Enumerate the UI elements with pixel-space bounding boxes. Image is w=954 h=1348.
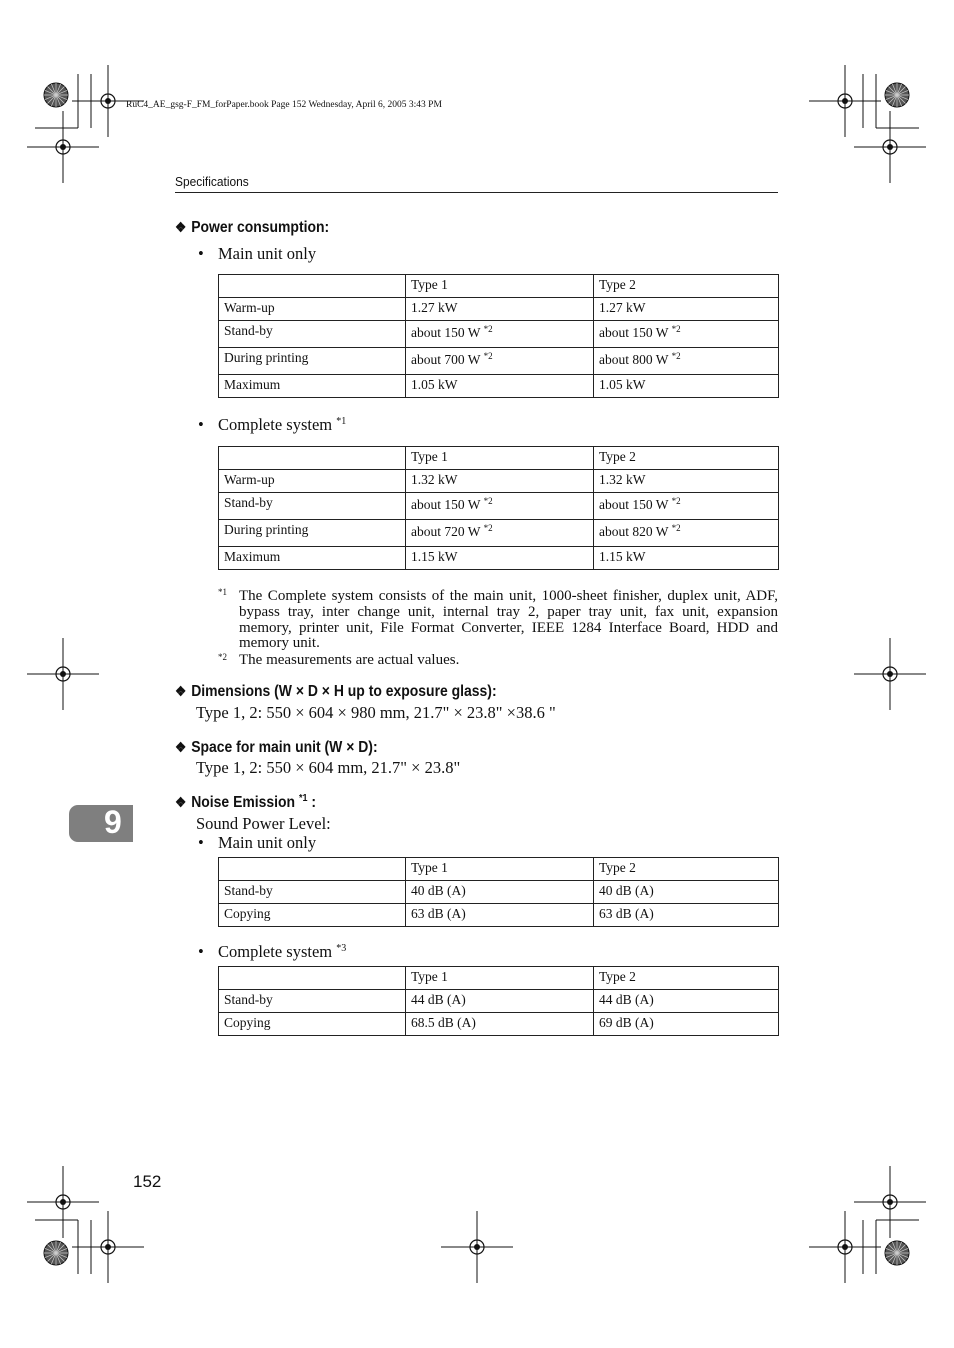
bullet-icon: • bbox=[198, 244, 204, 263]
table-cell bbox=[594, 321, 779, 348]
cell-value: about 150 W bbox=[411, 497, 481, 512]
table-row bbox=[219, 1013, 779, 1036]
table-row bbox=[219, 470, 779, 493]
table-cell: Type 2 bbox=[594, 967, 779, 990]
footnote-ref: *3 bbox=[336, 943, 347, 954]
table-cell: Stand-by bbox=[219, 990, 406, 1013]
table-cell: 1.32 kW bbox=[406, 470, 594, 493]
table-cell: Type 1 bbox=[406, 967, 594, 990]
table-cell: Type 1 bbox=[406, 275, 594, 298]
table-cell: Type 2 bbox=[594, 275, 779, 298]
table-cell: 1.27 kW bbox=[594, 298, 779, 321]
footnote-ref: *2 bbox=[483, 496, 493, 506]
table-cell bbox=[219, 858, 406, 881]
table-cell bbox=[406, 520, 594, 547]
table-cell bbox=[594, 520, 779, 547]
table-row bbox=[219, 298, 779, 321]
heading-text: Power consumption: bbox=[191, 219, 330, 236]
table-cell: 1.05 kW bbox=[406, 375, 594, 398]
bullet-icon: • bbox=[198, 415, 204, 434]
table-cell: During printing bbox=[219, 348, 406, 375]
noise-complete-system-bullet bbox=[198, 942, 346, 962]
table-cell bbox=[219, 447, 406, 470]
table-cell bbox=[594, 493, 779, 520]
footnote-ref: *2 bbox=[483, 351, 493, 361]
heading-colon: : bbox=[307, 794, 317, 811]
footnote-2-mark: *2 bbox=[218, 652, 227, 662]
bullet-text: Main unit only bbox=[218, 833, 317, 852]
table-cell bbox=[406, 348, 594, 375]
table-cell: Maximum bbox=[219, 547, 406, 570]
table-header-row bbox=[219, 967, 779, 990]
table-cell: 63 dB (A) bbox=[594, 904, 779, 927]
chapter-number: 9 bbox=[104, 804, 122, 840]
sound-power-level-label: Sound Power Level: bbox=[196, 814, 331, 833]
power-main-unit-bullet bbox=[198, 244, 316, 264]
table-cell: Stand-by bbox=[219, 321, 406, 348]
footnote-1-text: The Complete system consists of the main unit, 1000-sheet finisher, duplex unit, ADF, bypass tray, inter change unit, internal tray 2, paper tray unit, fax unit, expansion memory, printer unit, File Format Converter, IEEE 1284 Interface Board, HDD and memory unit. bbox=[239, 588, 778, 652]
page-number: 152 bbox=[133, 1172, 162, 1191]
table-cell: Maximum bbox=[219, 375, 406, 398]
footnote-ref: *2 bbox=[671, 523, 681, 533]
table-cell: Warm-up bbox=[219, 470, 406, 493]
footnote-2-text: The measurements are actual values. bbox=[239, 652, 460, 668]
diamond-bullet-icon: ❖ bbox=[175, 683, 187, 699]
book-file-info: RuC4_AE_gsg-F_FM_forPaper.book Page 152 Wednesday, April 6, 2005 3:43 PM bbox=[126, 100, 442, 110]
heading-text: Dimensions (W × D × H up to exposure glass): bbox=[191, 683, 497, 700]
power-complete-system-bullet bbox=[198, 415, 346, 435]
table-cell: 44 dB (A) bbox=[594, 990, 779, 1013]
header-rule bbox=[175, 192, 778, 193]
table-cell: Type 2 bbox=[594, 447, 779, 470]
table-row bbox=[219, 881, 779, 904]
table-cell bbox=[219, 967, 406, 990]
bullet-icon: • bbox=[198, 833, 204, 852]
heading-text: Space for main unit (W × D): bbox=[191, 739, 378, 756]
table-cell bbox=[406, 321, 594, 348]
cell-value: about 700 W bbox=[411, 352, 481, 367]
table-header-row bbox=[219, 858, 779, 881]
table-cell: 40 dB (A) bbox=[406, 881, 594, 904]
heading-text: Noise Emission bbox=[191, 794, 296, 811]
noise-emission-heading bbox=[175, 794, 316, 812]
table-header-row bbox=[219, 275, 779, 298]
space-value: Type 1, 2: 550 × 604 mm, 21.7" × 23.8" bbox=[196, 758, 461, 777]
table-cell: Type 2 bbox=[594, 858, 779, 881]
table-cell: 40 dB (A) bbox=[594, 881, 779, 904]
footnote-ref: *2 bbox=[671, 324, 681, 334]
noise-main-unit-bullet bbox=[198, 833, 316, 853]
diamond-bullet-icon: ❖ bbox=[175, 219, 187, 235]
table-cell: 69 dB (A) bbox=[594, 1013, 779, 1036]
table-cell: 1.32 kW bbox=[594, 470, 779, 493]
table-cell: 44 dB (A) bbox=[406, 990, 594, 1013]
table-cell: Type 1 bbox=[406, 447, 594, 470]
bullet-text: Complete system bbox=[218, 942, 333, 961]
table-row bbox=[219, 547, 779, 570]
table-cell: During printing bbox=[219, 520, 406, 547]
space-heading bbox=[175, 739, 378, 757]
cell-value: about 720 W bbox=[411, 524, 481, 539]
power-consumption-heading bbox=[175, 219, 329, 237]
table-cell: Copying bbox=[219, 904, 406, 927]
table-cell: Warm-up bbox=[219, 298, 406, 321]
table-cell: Copying bbox=[219, 1013, 406, 1036]
table-cell: Stand-by bbox=[219, 493, 406, 520]
bullet-text: Complete system bbox=[218, 415, 333, 434]
power-complete-system-table bbox=[218, 446, 779, 570]
cell-value: about 820 W bbox=[599, 524, 669, 539]
noise-main-unit-table bbox=[218, 857, 779, 927]
table-cell: 1.27 kW bbox=[406, 298, 594, 321]
footnote-ref: *1 bbox=[298, 793, 308, 804]
table-row bbox=[219, 321, 779, 348]
table-row bbox=[219, 493, 779, 520]
diamond-bullet-icon: ❖ bbox=[175, 739, 187, 755]
chapter-tab bbox=[69, 805, 133, 842]
dimensions-value: Type 1, 2: 550 × 604 × 980 mm, 21.7" × 23.8" ×38.6 " bbox=[196, 703, 556, 722]
cell-value: about 150 W bbox=[411, 325, 481, 340]
table-cell: 1.15 kW bbox=[594, 547, 779, 570]
table-row bbox=[219, 520, 779, 547]
table-cell bbox=[594, 348, 779, 375]
noise-complete-system-table bbox=[218, 966, 779, 1036]
table-cell: Stand-by bbox=[219, 881, 406, 904]
diamond-bullet-icon: ❖ bbox=[175, 794, 187, 810]
table-cell: 1.05 kW bbox=[594, 375, 779, 398]
table-cell: Type 1 bbox=[406, 858, 594, 881]
running-head: Specifications bbox=[175, 174, 249, 189]
footnote-ref: *2 bbox=[483, 324, 493, 334]
table-row bbox=[219, 904, 779, 927]
table-cell bbox=[219, 275, 406, 298]
footnote-ref: *2 bbox=[483, 523, 493, 533]
table-header-row bbox=[219, 447, 779, 470]
bullet-icon: • bbox=[198, 942, 204, 961]
cell-value: about 800 W bbox=[599, 352, 669, 367]
table-row bbox=[219, 990, 779, 1013]
footnote-ref: *1 bbox=[336, 416, 347, 427]
power-main-unit-table bbox=[218, 274, 779, 398]
bullet-text: Main unit only bbox=[218, 244, 317, 263]
footnote-ref: *2 bbox=[671, 496, 681, 506]
cell-value: about 150 W bbox=[599, 325, 669, 340]
table-cell bbox=[406, 493, 594, 520]
table-cell: 1.15 kW bbox=[406, 547, 594, 570]
dimensions-heading bbox=[175, 683, 497, 701]
footnote-ref: *2 bbox=[671, 351, 681, 361]
table-row bbox=[219, 375, 779, 398]
table-row bbox=[219, 348, 779, 375]
table-cell: 63 dB (A) bbox=[406, 904, 594, 927]
cell-value: about 150 W bbox=[599, 497, 669, 512]
table-cell: 68.5 dB (A) bbox=[406, 1013, 594, 1036]
footnote-1-mark: *1 bbox=[218, 587, 227, 597]
